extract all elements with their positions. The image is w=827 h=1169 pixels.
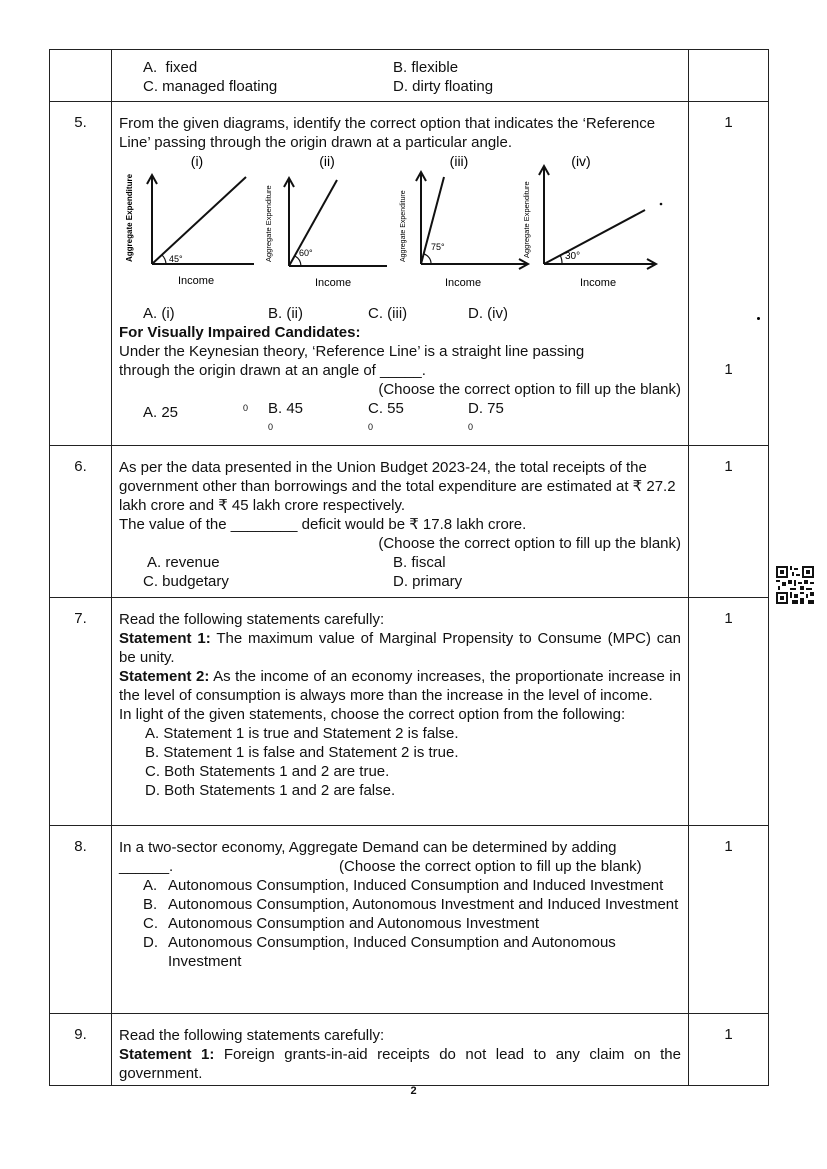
statement-1: Statement 1: Foreign grants-in-aid receipts do not lead to any claim on the government.	[119, 1046, 681, 1082]
question-text: As per the data presented in the Union Budget 2023-24, the total receipts of the government other than borrowings and the total expenditure are estimated at ₹ 27.2 lakh crore and ₹ 45 lakh crore respectively.	[119, 459, 676, 514]
option: C. (iii)	[368, 305, 408, 322]
reference-line-30	[544, 210, 645, 264]
option: B. Autonomous Consumption, Autonomous Investment and Induced Investment	[143, 896, 679, 913]
angle-label: 45°	[169, 254, 183, 264]
question-intro: Read the following statements carefully:	[119, 1027, 385, 1044]
option: D. $75^0$	[468, 400, 504, 432]
marks-value: 1	[724, 361, 733, 378]
option: B. Statement 1 is false and Statement 2 is true.	[145, 744, 459, 761]
diagram-label: (i)	[190, 153, 204, 169]
x-axis-label: Income	[315, 277, 352, 289]
vi-heading: For Visually Impaired Candidates:	[119, 324, 361, 341]
question-body	[112, 50, 689, 102]
table-row	[50, 446, 769, 598]
question-number: 8.	[50, 826, 112, 1014]
marks-cell: 1	[689, 446, 769, 598]
fill-blank-note: (Choose the correct option to fill up the blank)	[339, 858, 642, 875]
diagram-label: (iii)	[449, 153, 469, 169]
marks-cell	[689, 102, 769, 446]
diagram-iv	[539, 166, 656, 269]
option: D. Both Statements 1 and 2 are false.	[145, 782, 396, 799]
marks-cell: 1	[689, 826, 769, 1014]
reference-line-60	[289, 180, 337, 266]
option: A. fixed	[143, 59, 198, 76]
blank-line: ______. (Choose the correct option to fill up the blank)	[119, 858, 642, 875]
diagram-i	[147, 175, 254, 264]
y-axis-label: Aggregate Expenditure	[400, 190, 407, 262]
option: D. (iv)	[468, 305, 508, 322]
vi-question: Under the Keynesian theory, ‘Reference Line’ is a straight line passing	[119, 343, 585, 360]
option: D. dirty floating	[393, 78, 494, 95]
question-body	[112, 826, 689, 1014]
table-row	[50, 826, 769, 1014]
question-number: 7.	[50, 598, 112, 826]
question-number: 6.	[50, 446, 112, 598]
y-axis-label: Aggregate Expenditure	[522, 181, 531, 258]
option: C. managed floating	[143, 78, 278, 95]
question-table	[49, 49, 769, 1086]
table-row	[50, 50, 769, 102]
statement-1: Statement 1: The maximum value of Marginal Propensity to Consume (MPC) can be unity.	[119, 630, 681, 666]
vi-options-row	[119, 399, 681, 441]
option: C. Both Statements 1 and 2 are true.	[145, 763, 390, 780]
question-body	[112, 1014, 689, 1086]
diagram-label: (ii)	[319, 153, 335, 169]
options-grid	[119, 58, 681, 96]
diagram-label: (iv)	[571, 153, 591, 169]
question-intro: Read the following statements carefully:	[119, 611, 385, 628]
option: A. Statement 1 is true and Statement 2 is false.	[145, 725, 459, 742]
option: C. $55^0$	[368, 400, 404, 432]
option: C. budgetary	[143, 573, 229, 590]
question-number: 9.	[50, 1014, 112, 1086]
question-prompt: In light of the given statements, choose the correct option from the following:	[119, 706, 626, 723]
table-row	[50, 102, 769, 446]
page-number: 2	[410, 1085, 417, 1097]
reference-line-45	[152, 177, 246, 264]
y-axis-label: Aggregate Expenditure	[125, 173, 134, 262]
table-row	[50, 1014, 769, 1086]
options-grid	[119, 553, 681, 591]
x-axis-label: Income	[445, 277, 482, 289]
diagram-iii	[416, 172, 528, 269]
option: A. Autonomous Consumption, Induced Consumption and Induced Investment	[143, 877, 664, 894]
qr-code-icon	[776, 566, 814, 604]
stray-dot	[757, 317, 760, 320]
option: D. Autonomous Consumption, Induced Consumption and Autonomous Investment	[143, 934, 616, 970]
x-axis-label: Income	[580, 277, 617, 289]
question-body	[112, 598, 689, 826]
marks-cell: 1	[689, 1014, 769, 1086]
question-body	[112, 102, 689, 446]
statement-2: Statement 2: As the income of an economy increases, the proportionate increase in the level of consumption is always more than the increase in the level of income.	[119, 668, 681, 704]
options-row	[119, 304, 681, 323]
question-body	[112, 446, 689, 598]
option: A. revenue	[147, 554, 220, 571]
angle-label: 60°	[299, 248, 313, 258]
diagrams-svg	[119, 152, 685, 304]
option: B. $45^0$	[268, 400, 304, 432]
question-number: 5.	[50, 102, 112, 446]
option: B. (ii)	[268, 305, 303, 322]
marks-cell: 1	[689, 598, 769, 826]
option: B. fiscal	[393, 554, 446, 571]
option: B. flexible	[393, 59, 459, 76]
fill-blank-note: (Choose the correct option to fill up the blank)	[378, 535, 681, 552]
option: A. 25 $^0$	[143, 403, 249, 421]
table-row	[50, 598, 769, 826]
reference-line-diagrams	[119, 152, 681, 304]
option: C. Autonomous Consumption and Autonomous Investment	[143, 915, 540, 932]
angle-label: 75°	[431, 242, 445, 252]
question-text: In a two-sector economy, Aggregate Demand can be determined by adding	[119, 839, 617, 856]
question-text: The value of the ________ deficit would be ₹ 17.8 lakh crore.	[119, 516, 527, 533]
vi-question: through the origin drawn at an angle of _____.	[119, 362, 426, 379]
marks-value: 1	[724, 114, 733, 131]
question-number	[50, 50, 112, 102]
option: D. primary	[393, 573, 463, 590]
y-axis-label: Aggregate Expenditure	[264, 185, 273, 262]
marks-cell	[689, 50, 769, 102]
x-axis-label: Income	[178, 275, 215, 287]
angle-label: 30°	[565, 251, 581, 262]
fill-blank-note: (Choose the correct option to fill up the blank)	[378, 381, 681, 398]
option: A. (i)	[143, 305, 175, 322]
question-text: From the given diagrams, identify the correct option that indicates the ‘Reference Line’ passing through the origin drawn at a particular angle.	[119, 115, 656, 151]
